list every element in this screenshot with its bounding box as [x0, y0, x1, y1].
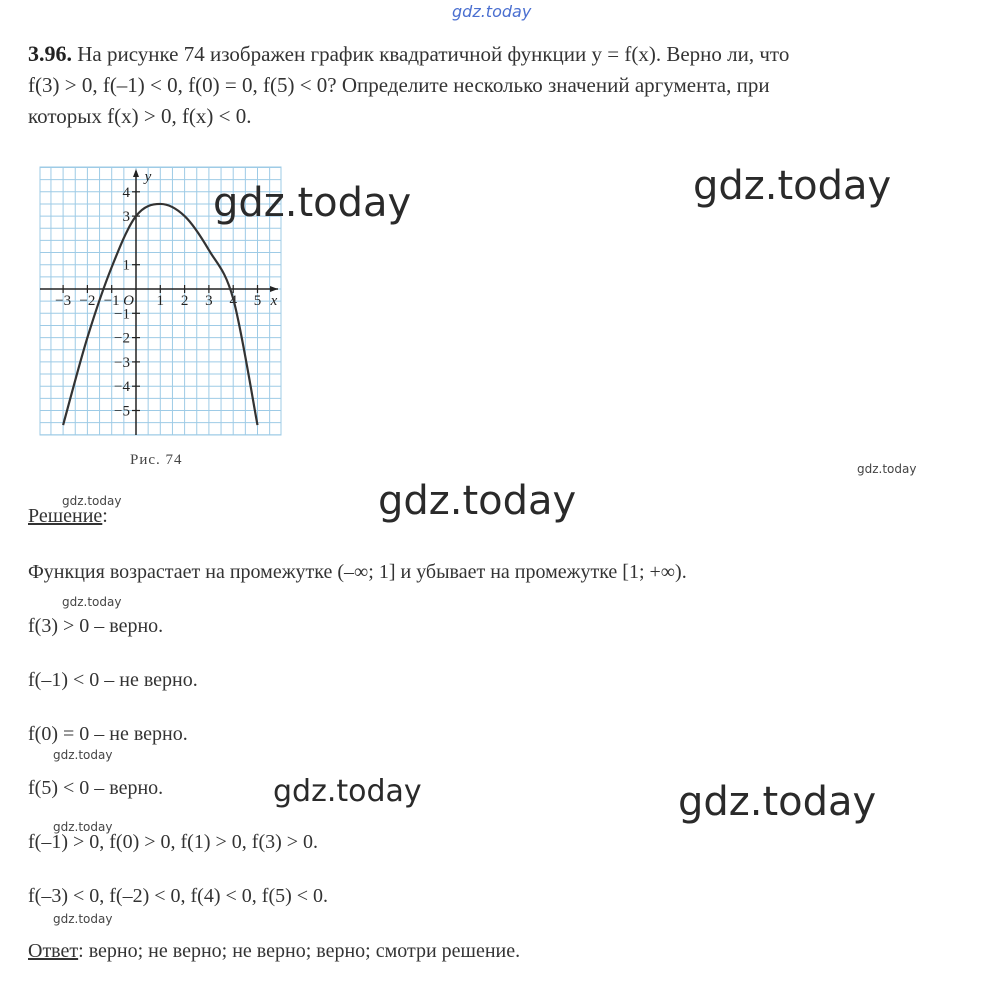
watermark-big-1: gdz.today	[213, 180, 412, 226]
x-axis-label: x	[270, 293, 278, 309]
y-tick-label: −5	[114, 403, 130, 420]
y-axis-label: y	[144, 169, 152, 185]
task-statement	[28, 38, 978, 132]
figure-caption: Рис. 74	[130, 452, 183, 468]
task-line-1	[28, 38, 978, 70]
x-tick-label: 1	[156, 293, 165, 309]
x-axis-arrow	[270, 286, 278, 292]
solution-claim-2: f(–1) < 0 – не верно.	[28, 669, 198, 691]
x-tick-label: 3	[205, 293, 213, 309]
answer: Ответ: верно; не верно; не верно; верно; смотри решение.	[28, 940, 521, 962]
task-text-1: На рисунке 74 изображен график квадратичной функции y = f(x). Верно ли, что	[77, 42, 790, 66]
origin-label: O	[123, 293, 134, 309]
watermark-big-3: gdz.today	[378, 478, 577, 524]
task-number: 3.96.	[28, 41, 72, 66]
watermark-small-3: gdz.today	[62, 595, 122, 609]
watermark-small-2: gdz.today	[62, 494, 122, 508]
y-tick-label: 1	[122, 257, 130, 274]
y-tick-label: −2	[114, 330, 130, 347]
y-tick-label: −4	[114, 379, 130, 396]
y-axis-arrow	[133, 169, 139, 177]
watermark-small-1: gdz.today	[857, 462, 917, 476]
solution-claim-1: f(3) > 0 – верно.	[28, 615, 164, 637]
watermark-small-5: gdz.today	[53, 820, 113, 834]
solution-claim-3: f(0) = 0 – не верно.	[28, 723, 188, 745]
x-tick-label: 2	[180, 293, 189, 309]
y-tick-label: 4	[122, 184, 130, 201]
solution-negative-values: f(–3) < 0, f(–2) < 0, f(4) < 0, f(5) < 0.	[28, 885, 329, 907]
solution-monotonic: Функция возрастает на промежутке (–∞; 1] и убывает на промежутке [1; +∞).	[28, 561, 687, 583]
x-tick-label: 4	[229, 293, 237, 309]
y-tick-label: −1	[114, 306, 130, 323]
x-tick-label: −2	[79, 293, 96, 309]
x-tick-label: −1	[103, 293, 120, 309]
solution-positive-values: f(–1) > 0, f(0) > 0, f(1) > 0, f(3) > 0.	[28, 831, 319, 853]
x-tick-label: −3	[55, 293, 72, 309]
y-tick-label: 3	[122, 209, 130, 226]
solution-heading: Решение:	[28, 505, 108, 527]
y-tick-label: −3	[114, 354, 130, 371]
watermark-big-2: gdz.today	[693, 163, 892, 209]
watermark-mid-1: gdz.today	[273, 774, 422, 809]
watermark-big-4: gdz.today	[678, 779, 877, 825]
task-line-2: f(3) > 0, f(–1) < 0, f(0) = 0, f(5) < 0? Определите несколько значений аргумента, при	[28, 73, 770, 97]
x-tick-label: 5	[253, 293, 262, 309]
watermark-top: gdz.today	[452, 2, 532, 21]
watermark-small-4: gdz.today	[53, 748, 113, 762]
solution-claim-4: f(5) < 0 – верно.	[28, 777, 164, 799]
watermark-small-6: gdz.today	[53, 912, 113, 926]
task-line-3: которых f(x) > 0, f(x) < 0.	[28, 104, 252, 128]
